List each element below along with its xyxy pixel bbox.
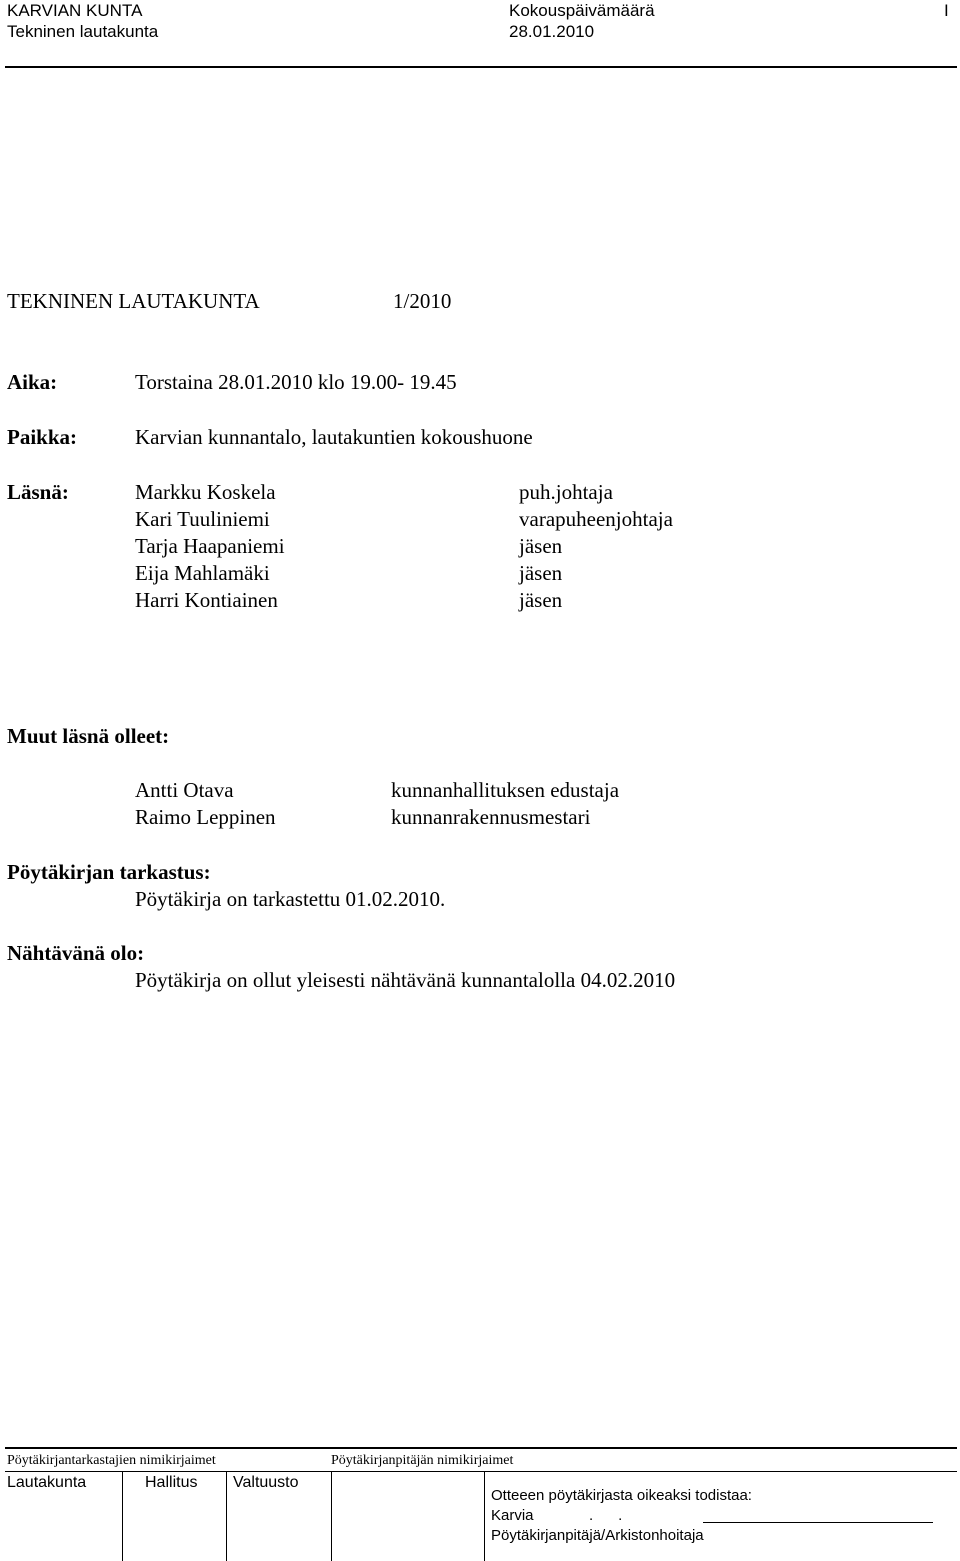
footer-column-divider [331,1471,332,1561]
attendee-name: Harri Kontiainen [135,588,278,612]
government-initials-cell: Hallitus [145,1474,198,1491]
footer-column-divider [484,1471,485,1561]
council-initials-cell: Valtuusto [233,1474,299,1491]
others-present-label: Muut läsnä olleet: [7,724,170,748]
attendee-role: jäsen [519,588,563,612]
review-label: Pöytäkirjan tarkastus: [7,860,211,884]
signer-title: Pöytäkirjanpitäjä/Arkistonhoitaja [491,1527,704,1544]
footer-middle-rule [5,1471,957,1472]
checkers-initials-label: Pöytäkirjantarkastajien nimikirjaimet [7,1453,216,1468]
present-label: Läsnä: [7,480,69,504]
other-attendee-name: Antti Otava [135,778,234,802]
meeting-date: 28.01.2010 [509,22,595,41]
attendee-role: jäsen [519,534,563,558]
footer-column-divider [226,1471,227,1561]
keeper-initials-label: Pöytäkirjanpitäjän nimikirjaimet [331,1453,514,1468]
attendee-role: puh.johtaja [519,480,613,504]
attendee-name: Eija Mahlamäki [135,561,270,585]
attendee-name: Markku Koskela [135,480,276,504]
certification-place: Karvia [491,1507,534,1524]
footer-top-rule [5,1447,957,1449]
other-attendee-role: kunnanhallituksen edustaja [391,778,620,802]
page-number: I [944,1,949,20]
organization-name: KARVIAN KUNTA [7,1,143,20]
other-attendee-role: kunnanrakennusmestari [391,805,591,829]
attendee-name: Kari Tuuliniemi [135,507,270,531]
review-text: Pöytäkirja on tarkastettu 01.02.2010. [135,887,446,911]
attendee-role: jäsen [519,561,563,585]
minutes-number: 1/2010 [393,289,452,313]
meeting-time: Torstaina 28.01.2010 klo 19.00- 19.45 [135,370,457,394]
meeting-place: Karvian kunnantalo, lautakuntien kokoushuone [135,425,533,449]
attendee-role: varapuheenjohtaja [519,507,673,531]
document-title: TEKNINEN LAUTAKUNTA [7,289,260,313]
place-label: Paikka: [7,425,78,449]
meeting-date-label: Kokouspäivämäärä [509,1,655,20]
board-initials-cell: Lautakunta [7,1474,87,1491]
attendee-name: Tarja Haapaniemi [135,534,285,558]
certification-date-dots: . . [589,1507,623,1524]
time-label: Aika: [7,370,58,394]
other-attendee-name: Raimo Leppinen [135,805,276,829]
display-label: Nähtävänä olo: [7,941,145,965]
header-divider [5,66,957,68]
footer-column-divider [122,1471,123,1561]
board-name: Tekninen lautakunta [7,22,159,41]
signature-line [703,1522,933,1523]
certification-text: Otteeen pöytäkirjasta oikeaksi todistaa: [491,1487,752,1504]
display-text: Pöytäkirja on ollut yleisesti nähtävänä kunnantalolla 04.02.2010 [135,968,676,992]
